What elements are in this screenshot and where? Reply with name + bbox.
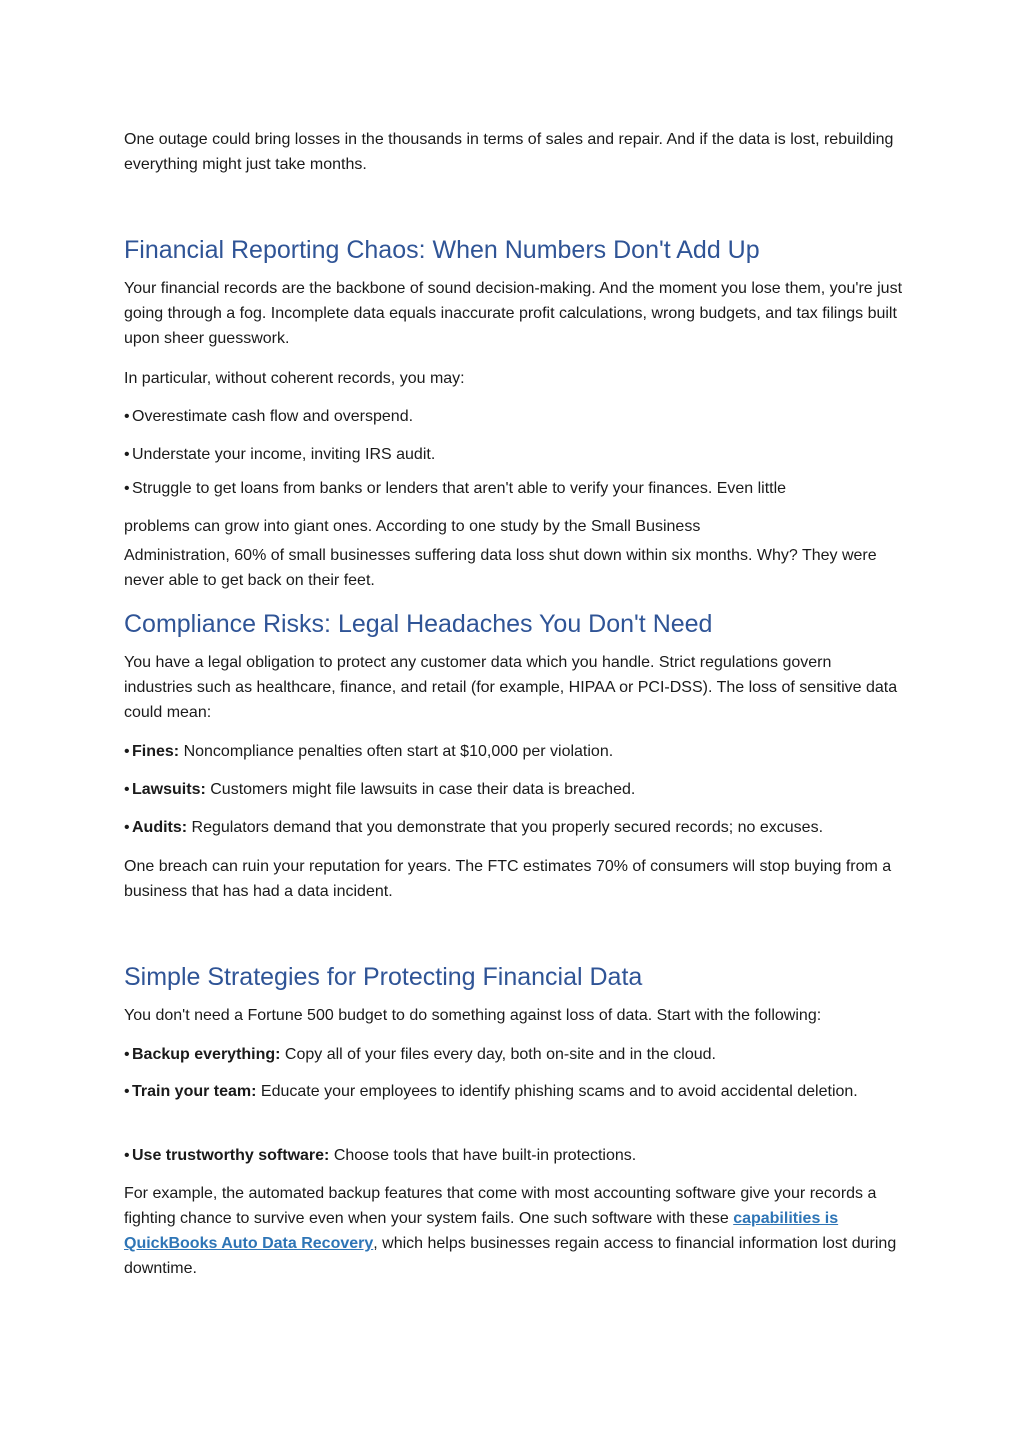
list-item: • Struggle to get loans from banks or lenders that aren't able to verify your finances. Even little [124, 476, 904, 501]
section-heading-simple-strategies: Simple Strategies for Protecting Financial Data [124, 963, 643, 991]
section1-paragraph-1: Your financial records are the backbone of sound decision-making. And the moment you lose them, you're just going through a fog. Incomplete data equals inaccurate profit calculations, wrong budgets, and tax filings built upon sheer guesswork. [124, 280, 903, 347]
section3-paragraph-1: You don't need a Fortune 500 budget to do something against loss of data. Start with the following: [124, 1007, 822, 1024]
bullet-icon: • [124, 480, 130, 497]
bullet-icon: • [124, 743, 130, 760]
list-item: • Lawsuits: Customers might file lawsuits in case their data is breached. [124, 777, 904, 802]
section-heading-compliance-risks: Compliance Risks: Legal Headaches You Don't Need [124, 610, 713, 638]
list-item: • Overestimate cash flow and overspend. [124, 404, 904, 429]
list-item: • Fines: Noncompliance penalties often start at $10,000 per violation. [124, 739, 904, 764]
quickbooks-auto-data-recovery-link[interactable]: capabilities is QuickBooks Auto Data Recovery [124, 1210, 839, 1252]
bullet-icon: • [124, 781, 130, 798]
list-item: • Understate your income, inviting IRS audit. [124, 442, 904, 467]
intro-paragraph: One outage could bring losses in the thousands in terms of sales and repair. And if the data is lost, rebuilding everything might just take months. [124, 131, 894, 173]
section2-paragraph-2: One breach can ruin your reputation for years. The FTC estimates 70% of consumers will stop buying from a business that has had a data incident. [124, 858, 892, 900]
list-item: • Use trustworthy software: Choose tools that have built-in protections. [124, 1143, 904, 1168]
bullet-icon: • [124, 408, 130, 425]
section3-paragraph-2: For example, the automated backup features that come with most accounting software give your records a fighting chance to survive even when your system fails. One such software with these capabilities is QuickBooks Auto Data Recovery, which helps businesses regain access to financial information lost during downtime. [124, 1185, 897, 1277]
list-item: • Audits: Regulators demand that you demonstrate that you properly secured records; no excuses. [124, 815, 904, 840]
bullet-icon: • [124, 1147, 130, 1164]
bullet-icon: • [124, 446, 130, 463]
section1-paragraph-3: Administration, 60% of small businesses suffering data loss shut down within six months. Why? They were never able to get back on their feet. [124, 547, 877, 589]
section1-paragraph-3-line1: problems can grow into giant ones. According to one study by the Small Business [124, 518, 701, 535]
section-heading-financial-reporting: Financial Reporting Chaos: When Numbers Don't Add Up [124, 236, 760, 264]
bullet-icon: • [124, 1083, 130, 1100]
list-item: • Backup everything: Copy all of your files every day, both on-site and in the cloud. [124, 1042, 904, 1067]
bullet-icon: • [124, 1046, 130, 1063]
section2-paragraph-1: You have a legal obligation to protect any customer data which you handle. Strict regulations govern industries such as healthcare, finance, and retail (for example, HIPAA or PCI-DSS). The loss of sensitive data could mean: [124, 654, 898, 721]
bullet-icon: • [124, 819, 130, 836]
list-item: • Train your team: Educate your employees to identify phishing scams and to avoid accidental deletion. [124, 1079, 904, 1104]
section1-paragraph-2: In particular, without coherent records, you may: [124, 370, 465, 387]
